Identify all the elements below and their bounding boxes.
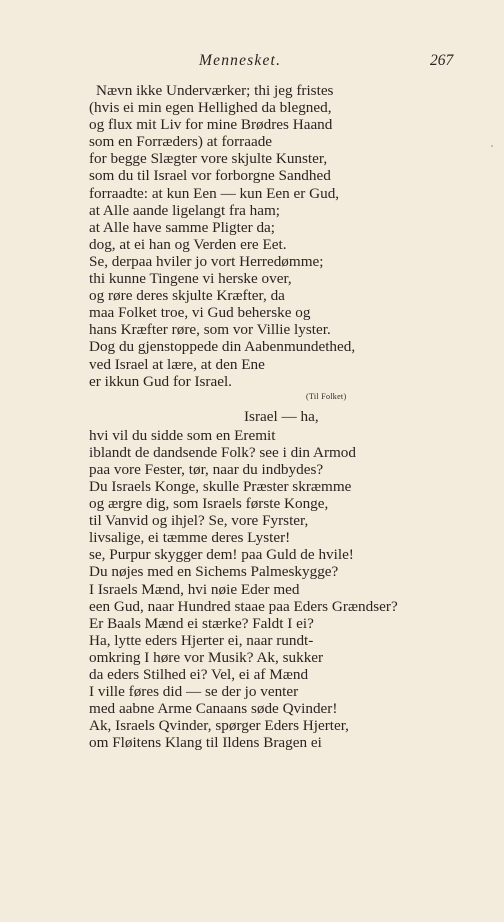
verse-line: hvi vil du sidde som en Eremit	[89, 426, 276, 444]
verse-line: livsalige, ei tæmme deres Lyster!	[89, 529, 291, 547]
verse-line: paa vore Fester, tør, naar du indbydes?	[89, 460, 324, 478]
verse-line: dog, at ei han og Verden ere Eet.	[89, 235, 287, 253]
poem-text	[89, 82, 489, 751]
verse-line: forraadte: at kun Een — kun Een er Gud,	[89, 184, 340, 202]
verse-line: omkring I høre vor Musik? Ak, sukker	[89, 648, 324, 666]
verse-line: for begge Slægter vore skjulte Kunster,	[89, 150, 328, 168]
verse-line: Du Israels Konge, skulle Præster skræmme	[89, 477, 352, 495]
verse-line: (hvis ei min egen Hellighed da blegned,	[89, 99, 332, 117]
verse-line: da eders Stilhed ei? Vel, ei af Mænd	[89, 666, 309, 683]
verse-line: er ikkun Gud for Israel.	[89, 372, 232, 390]
verse-line: med aabne Arme Canaans søde Qvinder!	[89, 700, 338, 718]
verse-line: I ville føres did — se der jo venter	[89, 683, 299, 701]
page-number: 267	[430, 52, 454, 69]
verse-line: om Fløitens Klang til Ildens Bragen ei	[89, 734, 322, 752]
stage-direction: (Til Folket)	[306, 391, 347, 401]
verse-line: hans Kræfter røre, som vor Villie lyster.	[89, 321, 331, 339]
verse-line: Dog du gjenstoppede din Aabenmundethed,	[89, 338, 356, 356]
verse-line: I Israels Mænd, hvi nøie Eder med	[89, 580, 300, 598]
verse-line: og flux mit Liv for mine Brødres Haand	[89, 116, 333, 134]
verse-line: een Gud, naar Hundred staae paa Eders Grændser?	[89, 597, 398, 615]
verse-line: thi kunne Tingene vi herske over,	[89, 270, 292, 288]
margin-speck	[491, 145, 493, 147]
verse-line: Se, derpaa hviler jo vort Herredømme;	[89, 252, 324, 270]
verse-line: til Vanvid og ihjel? Se, vore Fyrster,	[89, 512, 309, 530]
verse-line: og ærgre dig, som Israels første Konge,	[89, 495, 329, 513]
verse-line: og røre deres skjulte Kræfter, da	[89, 287, 285, 305]
verse-line: ved Israel at lære, at den Ene	[89, 355, 265, 373]
running-head	[0, 52, 504, 72]
verse-line: Ak, Israels Qvinder, spørger Eders Hjerter,	[89, 717, 349, 735]
speaker-line: Israel — ha,	[244, 407, 319, 425]
verse-line: maa Folket troe, vi Gud beherske og	[89, 304, 311, 322]
verse-line: iblandt de dandsende Folk? see i din Armod	[89, 443, 356, 461]
verse-line: at Alle have samme Pligter da;	[89, 218, 275, 236]
verse-line: se, Purpur skygger dem! paa Guld de hvile!	[89, 546, 354, 564]
verse-line: Ha, lytte eders Hjerter ei, naar rundt-	[89, 631, 314, 649]
verse-line: som en Forræders) at forraade	[89, 133, 273, 151]
verse-line: Nævn ikke Underværker; thi jeg fristes	[96, 82, 334, 99]
running-title: Mennesket.	[199, 52, 282, 69]
verse-line: Du nøjes med en Sichems Palmeskygge?	[89, 563, 339, 581]
verse-line: som du til Israel vor forborgne Sandhed	[89, 167, 331, 185]
verse-line: Er Baals Mænd ei stærke? Faldt I ei?	[89, 614, 314, 632]
verse-line: at Alle aande ligelangt fra ham;	[89, 201, 281, 219]
